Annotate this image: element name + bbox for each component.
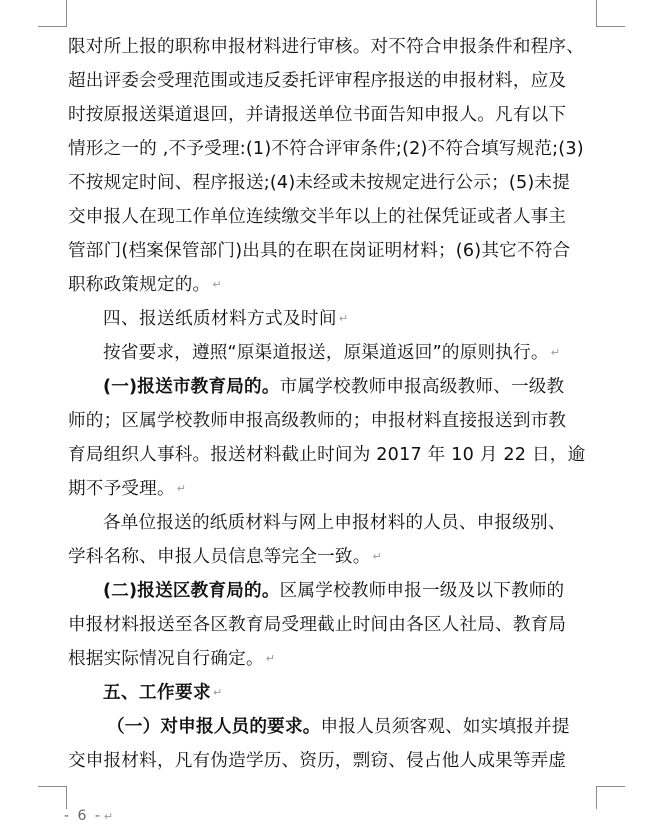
bold-subheading: (一)报送市教育局的。 — [103, 377, 280, 397]
paragraph-mark-icon: ↵ — [338, 312, 349, 325]
paragraph-mark-icon: ↵ — [212, 686, 223, 699]
text-line: 时按原报送渠道退回，并请报送单位书面告知申报人。凡有以下 — [68, 105, 567, 125]
crop-mark-top-right — [596, 0, 625, 27]
page-footer — [64, 808, 115, 824]
text-line: 育局组织人事科。报送材料截止时间为 2017 年 10 月 22 日，逾 — [68, 445, 586, 465]
text-line: 不按规定时间、程序报送;(4)未经或未按规定进行公示；(5)未提 — [68, 173, 571, 193]
text-line — [68, 268, 598, 302]
text-line: 申报材料报送至各区教育局受理截止时间由各区人社局、教育局 — [68, 615, 567, 635]
text-run: 申报人员须客观、如实填报并提 — [320, 717, 570, 737]
section-heading-5 — [68, 676, 598, 710]
text-line — [68, 574, 598, 608]
text-line: 师的；区属学校教师申报高级教师的；申报材料直接报送到市教 — [68, 411, 567, 431]
paragraph-mark-icon: ↵ — [103, 809, 116, 823]
text-run: 市属学校教师申报高级教师、一级教 — [279, 377, 565, 397]
text-line — [68, 642, 598, 676]
paragraph-mark-icon: ↵ — [212, 278, 222, 291]
text-line — [68, 472, 598, 506]
text-run: 学科名称、申报人员信息等完全一致。 — [68, 547, 371, 567]
paragraph-mark-icon: ↵ — [372, 550, 382, 563]
paragraph-mark-icon: ↵ — [265, 652, 276, 665]
bold-subheading: (二)报送区教育局的。 — [103, 581, 280, 601]
text-line — [68, 710, 598, 744]
text-line: 情形之一的 ,不予受理:(1)不符合评审条件;(2)不符合填写规范;(3) — [68, 139, 584, 159]
text-run: 期不予受理。 — [68, 479, 175, 499]
text-line: 交申报材料，凡有伪造学历、资历，剽窃、侵占他人成果等弄虚 — [68, 751, 567, 771]
text-line — [68, 540, 598, 574]
text-line — [68, 336, 598, 370]
text-run: 职称政策规定的。 — [68, 275, 211, 295]
page-number: - 6 - — [64, 808, 102, 824]
paragraph-mark-icon: ↵ — [176, 482, 187, 495]
crop-mark-bottom-left — [38, 786, 67, 809]
paragraph-mark-icon: ↵ — [550, 346, 561, 359]
text-run: 区属学校教师申报一级及以下教师的 — [279, 581, 565, 601]
text-line: 管部门(档案保管部门)出具的在职在岗证明材料；(6)其它不符合 — [68, 241, 571, 261]
text-line: 超出评委会受理范围或违反委托评审程序报送的申报材料，应及 — [68, 71, 567, 91]
text-line — [68, 370, 598, 404]
heading-text: 四、报送纸质材料方式及时间 — [103, 309, 337, 329]
document-body[interactable] — [68, 30, 598, 778]
section-heading-4 — [68, 302, 598, 336]
text-line: 各单位报送的纸质材料与网上申报材料的人员、申报级别、 — [103, 513, 566, 533]
bold-subheading: （一）对申报人员的要求。 — [107, 717, 321, 737]
text-run: 按省要求，遵照“原渠道报送，原渠道返回”的原则执行。 — [103, 343, 549, 363]
text-line: 限对所上报的职称申报材料进行审核。对不符合申报条件和程序、 — [68, 37, 585, 57]
heading-text: 五、工作要求 — [103, 683, 211, 703]
crop-mark-top-left — [38, 0, 67, 27]
text-line: 交申报人在现工作单位连续缴交半年以上的社保凭证或者人事主 — [68, 207, 567, 227]
text-run: 根据实际情况自行确定。 — [68, 649, 264, 669]
crop-mark-bottom-right — [596, 786, 625, 809]
